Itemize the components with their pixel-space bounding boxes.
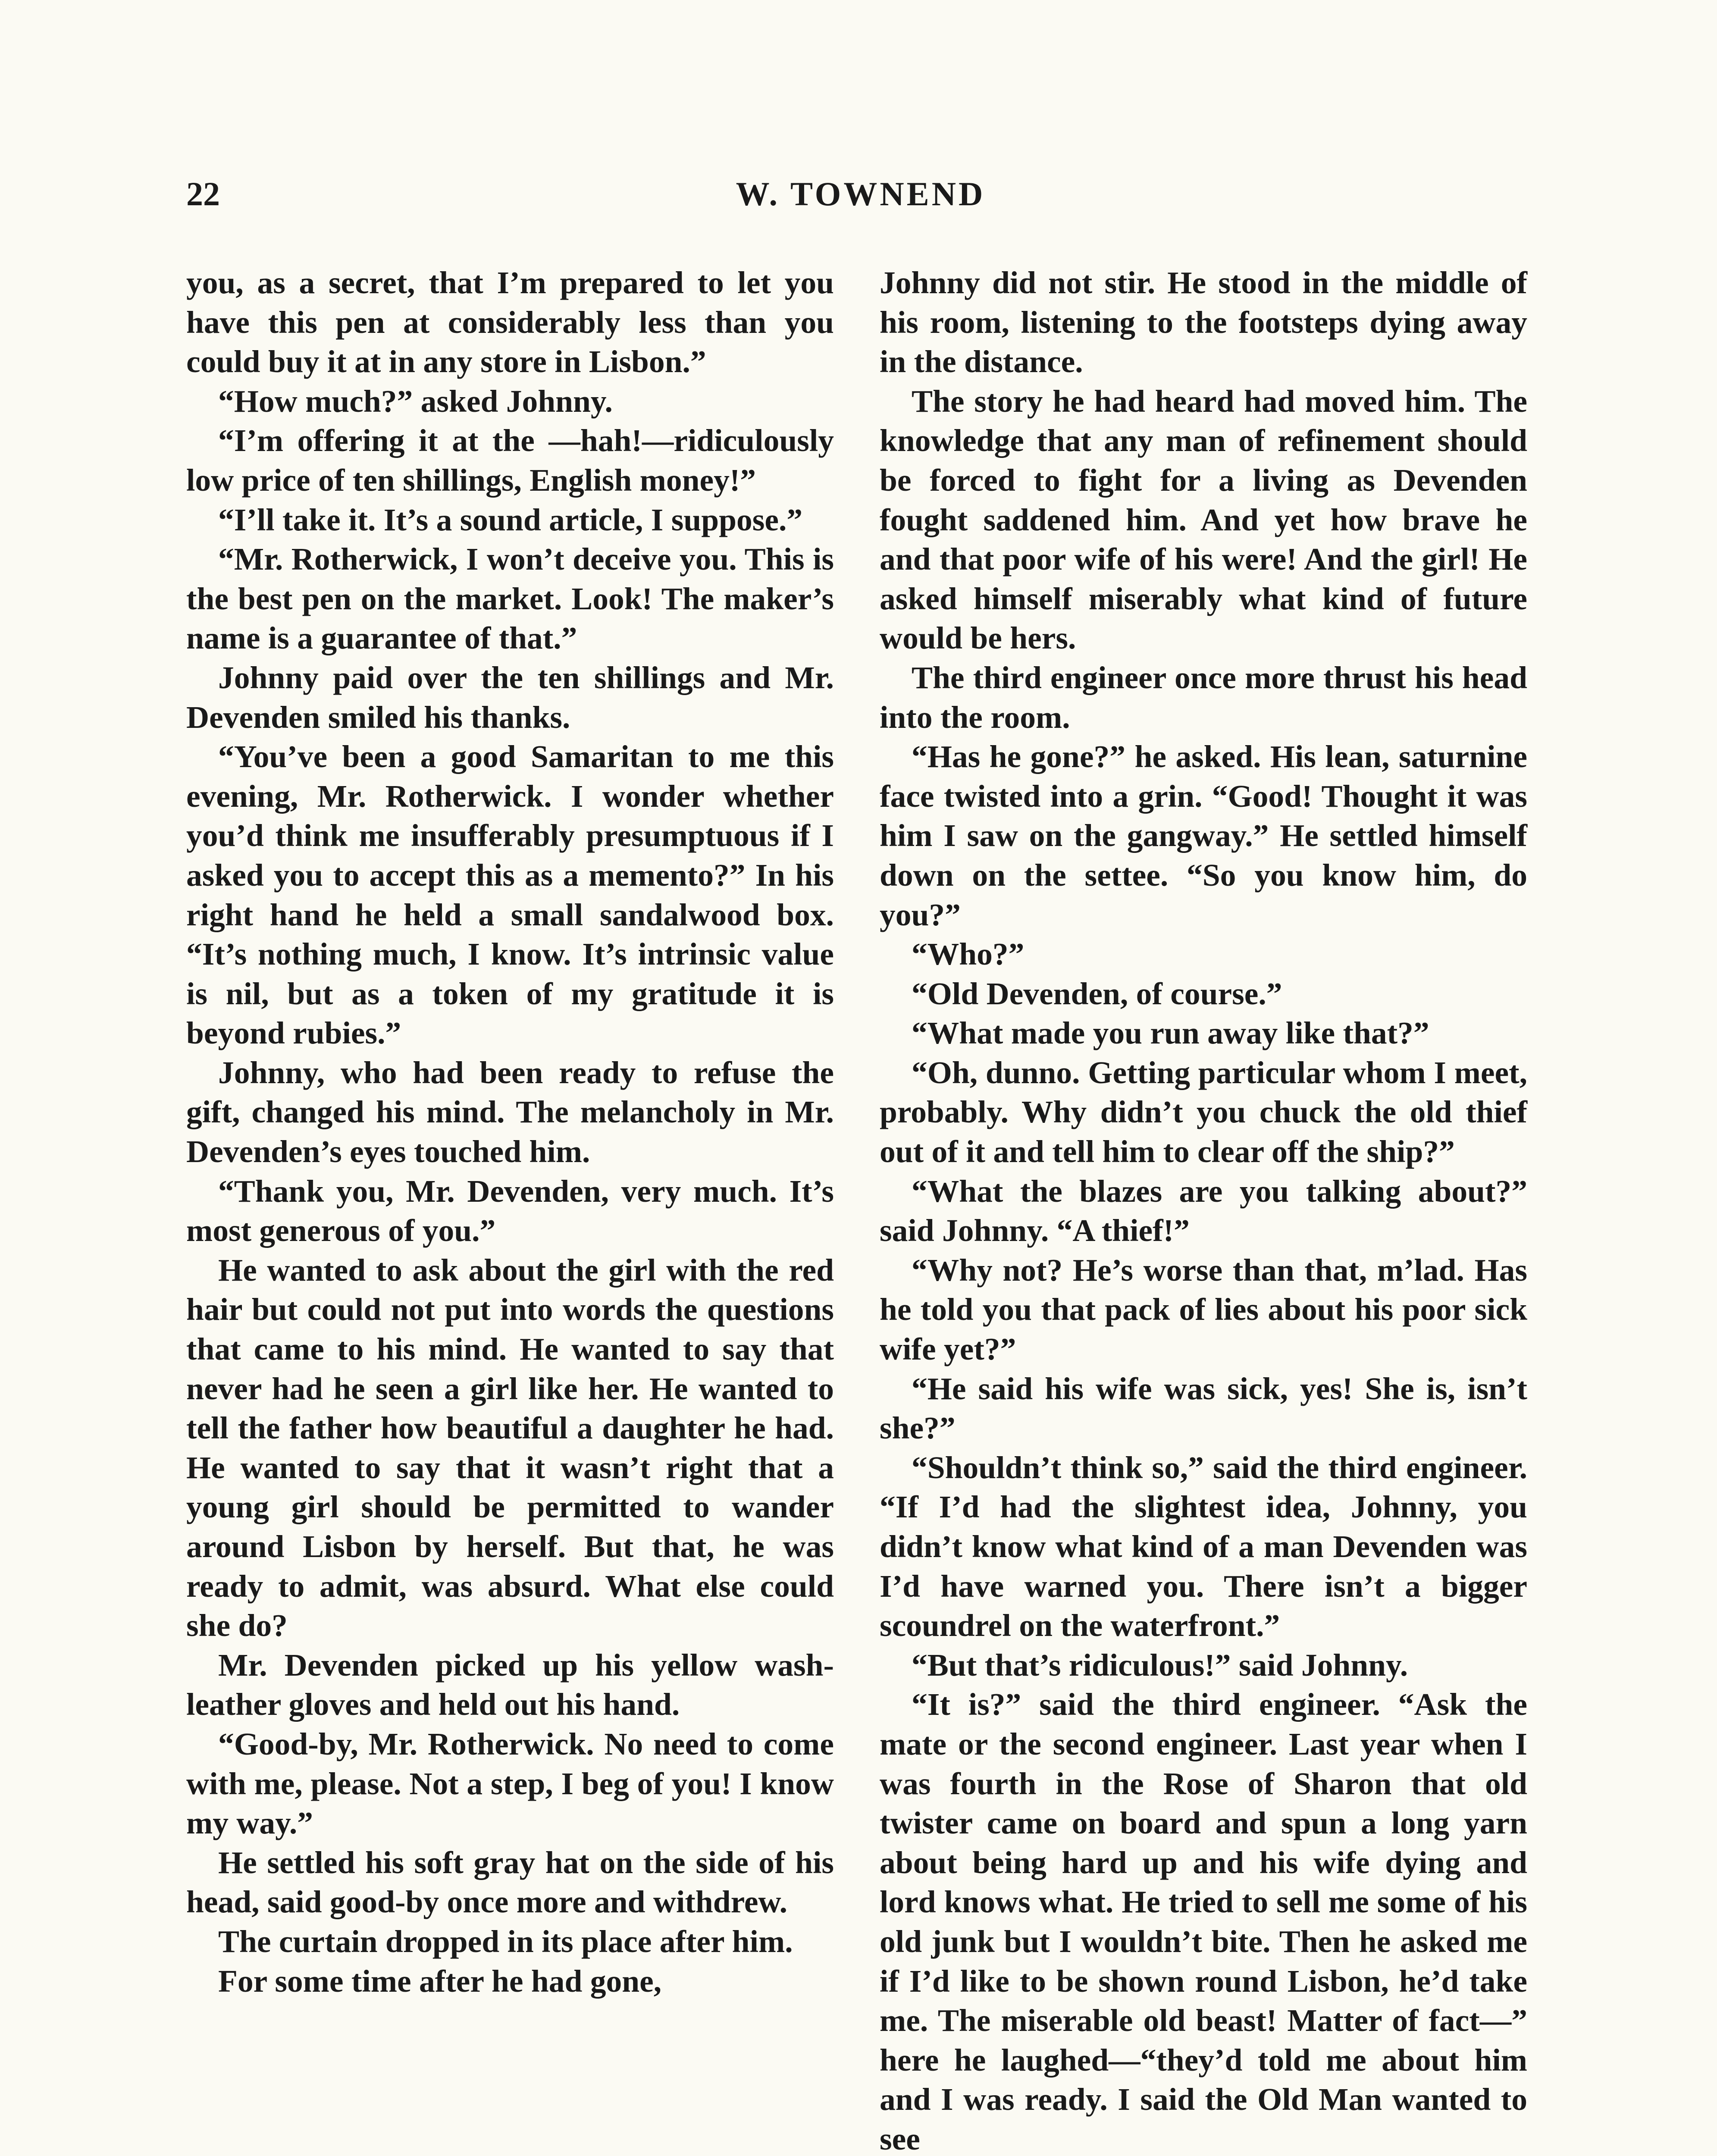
running-head: W. TOWNEND: [736, 175, 986, 213]
paragraph: For some time after he had gone,: [218, 1963, 662, 1999]
paragraph: “Thank you, Mr. Devenden, very much. It’s most generous of you.”: [186, 1173, 834, 1248]
paragraph: “Why not? He’s worse than that, m’lad. Has he told you that pack of lies about his poor sick wife yet?”: [880, 1252, 1527, 1367]
paragraph: “You’ve been a good Samaritan to me this evening, Mr. Rotherwick. I wonder whether you’d think me insufferably presumptuous if I asked you to accept this as a memento?” In his right hand he held a small sandalwood box. “It’s nothing much, I know. It’s intrinsic value is nil, but as a token of my gratitude it is beyond rubies.”: [186, 739, 834, 1051]
paragraph: The story he had heard had moved him. The knowledge that any man of refinement should be forced to fight for a living as Devenden fought saddened him. And yet how brave he and that poor wife of his were! And the girl! He asked himself miserably what kind of future would be hers.: [880, 383, 1527, 656]
paragraph: “Who?”: [912, 937, 1025, 972]
paragraph: “Old Devenden, of course.”: [912, 976, 1282, 1011]
left-column: [186, 263, 834, 2001]
paragraph: “What the blazes are you talking about?” said Johnny. “A thief!”: [880, 1173, 1527, 1248]
paragraph: you, as a secret, that I’m prepared to let you have this pen at considerably less than you could buy it at in any store in Lisbon.”: [186, 265, 834, 379]
paragraph: The third engineer once more thrust his head into the room.: [880, 660, 1527, 735]
paragraph: “How much?” asked Johnny.: [218, 383, 613, 419]
paragraph: “He said his wife was sick, yes! She is, isn’t she?”: [880, 1371, 1527, 1446]
paragraph: “Good-by, Mr. Rotherwick. No need to come with me, please. Not a step, I beg of you! I know my way.”: [186, 1726, 834, 1841]
page-number: 22: [186, 175, 220, 213]
paragraph: “It is?” said the third engineer. “Ask the mate or the second engineer. Last year when I was fourth in the Rose of Sharon that old twister came on board and spun a long yarn about being hard up and his wife dying and lord knows what. He tried to sell me some of his old junk but I wouldn’t bite. Then he asked me if I’d like to be shown round Lisbon, he’d take me. The miserable old beast! Matter of fact—” here he laughed—“they’d told me about him and I was ready. I said the Old Man wanted to see: [880, 1687, 1527, 2156]
paragraph: He settled his soft gray hat on the side of his head, said good-by once more and withdrew.: [186, 1845, 834, 1920]
paragraph: “What made you run away like that?”: [912, 1015, 1429, 1051]
paragraph: “But that’s ridiculous!” said Johnny.: [912, 1647, 1408, 1683]
paragraph: The curtain dropped in its place after him.: [218, 1924, 793, 1959]
paragraph: “Mr. Rotherwick, I won’t deceive you. This is the best pen on the market. Look! The maker’s name is a guarantee of that.”: [186, 542, 834, 656]
paragraph: “Shouldn’t think so,” said the third engineer. “If I’d had the slightest idea, Johnny, you didn’t know what kind of a man Devenden was I’d have warned you. There isn’t a bigger scoundrel on the waterfront.”: [880, 1450, 1527, 1643]
paragraph: Johnny did not stir. He stood in the middle of his room, listening to the footsteps dying away in the distance.: [880, 265, 1527, 379]
paragraph: “Oh, dunno. Getting particular whom I meet, probably. Why didn’t you chuck the old thief out of it and tell him to clear off the ship?”: [880, 1055, 1527, 1169]
paragraph: Johnny paid over the ten shillings and Mr. Devenden smiled his thanks.: [186, 660, 834, 735]
paragraph: Mr. Devenden picked up his yellow wash-leather gloves and held out his hand.: [186, 1647, 834, 1722]
page-header: [186, 175, 1535, 222]
paragraph: “I’m offering it at the —hah!—ridiculously low price of ten shillings, English money!”: [186, 423, 834, 498]
paragraph: “Has he gone?” he asked. His lean, saturnine face twisted into a grin. “Good! Thought it was him I saw on the gangway.” He settled himself down on the settee. “So you know him, do you?”: [880, 739, 1527, 932]
paragraph: He wanted to ask about the girl with the red hair but could not put into words the questions that came to his mind. He wanted to say that never had he seen a girl like her. He wanted to tell the father how beautiful a daughter he had. He wanted to say that it wasn’t right that a young girl should be permitted to wander around Lisbon by herself. But that, he was ready to admit, was absurd. What else could she do?: [186, 1252, 834, 1643]
right-column: [880, 263, 1527, 2156]
paragraph: Johnny, who had been ready to refuse the gift, changed his mind. The melancholy in Mr. Devenden’s eyes touched him.: [186, 1055, 834, 1169]
paragraph: “I’ll take it. It’s a sound article, I suppose.”: [218, 502, 803, 537]
